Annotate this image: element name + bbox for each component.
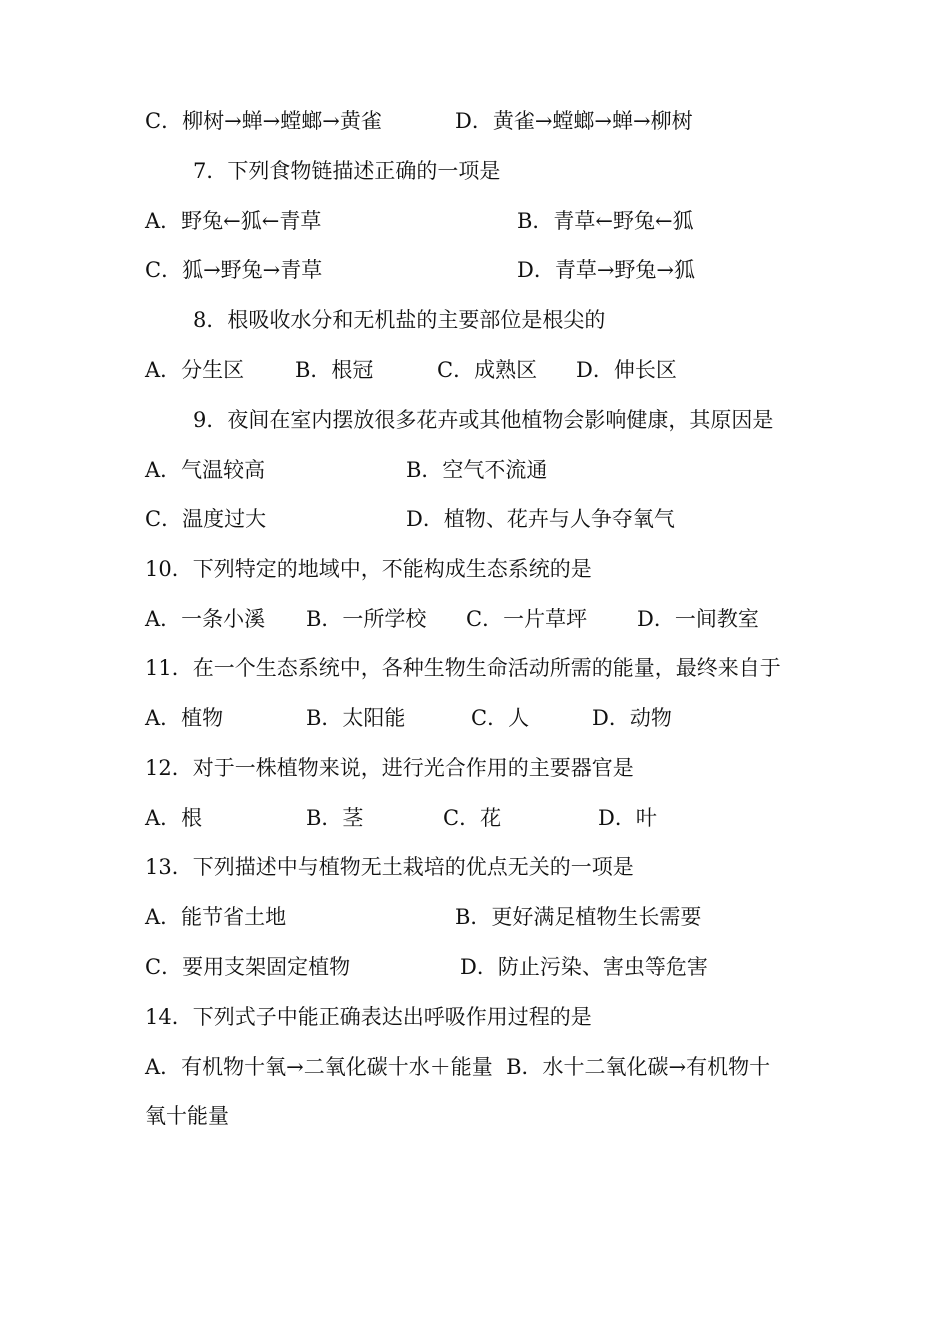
q11-option-a: A．植物 bbox=[145, 706, 224, 730]
q14-options-ab: A．有机物十氧→二氧化碳十水＋能量 B．水十二氧化碳→有机物十 bbox=[145, 1055, 771, 1079]
q9-option-a: A．气温较高 bbox=[145, 458, 266, 482]
q6-option-c: C．柳树→蝉→螳螂→黄雀 bbox=[145, 109, 382, 133]
q12-option-c: C．花 bbox=[443, 806, 502, 830]
q8-option-d: D．伸长区 bbox=[576, 358, 677, 382]
q14-stem: 14．下列式子中能正确表达出呼吸作用过程的是 bbox=[145, 1005, 592, 1029]
q11-option-b: B．太阳能 bbox=[306, 706, 406, 730]
q12-option-d: D．叶 bbox=[598, 806, 657, 830]
q9-option-b: B．空气不流通 bbox=[406, 458, 548, 482]
q12-stem: 12．对于一株植物来说，进行光合作用的主要器官是 bbox=[145, 756, 634, 780]
q13-option-c: C．要用支架固定植物 bbox=[145, 955, 351, 979]
q10-option-c: C．一片草坪 bbox=[466, 607, 588, 631]
q9-stem: 9．夜间在室内摆放很多花卉或其他植物会影响健康，其原因是 bbox=[193, 408, 774, 432]
q14-options-continuation: 氧十能量 bbox=[145, 1104, 229, 1128]
q11-stem: 11．在一个生态系统中，各种生物生命活动所需的能量，最终来自于 bbox=[145, 656, 781, 680]
q10-stem: 10．下列特定的地域中，不能构成生态系统的是 bbox=[145, 557, 592, 581]
q13-option-b: B．更好满足植物生长需要 bbox=[455, 905, 702, 929]
q9-option-c: C．温度过大 bbox=[145, 507, 267, 531]
q10-option-d: D．一间教室 bbox=[637, 607, 759, 631]
q11-option-d: D．动物 bbox=[592, 706, 672, 730]
q9-option-d: D．植物、花卉与人争夺氧气 bbox=[406, 507, 675, 531]
q10-option-a: A．一条小溪 bbox=[145, 607, 266, 631]
q7-option-c: C．狐→野兔→青草 bbox=[145, 258, 323, 282]
q7-option-d: D．青草→野兔→狐 bbox=[517, 258, 696, 282]
q7-option-b: B．青草←野兔←狐 bbox=[517, 209, 694, 233]
q12-option-a: A．根 bbox=[145, 806, 203, 830]
q8-stem: 8．根吸收水分和无机盐的主要部位是根尖的 bbox=[193, 308, 606, 332]
q8-option-c: C．成熟区 bbox=[437, 358, 538, 382]
q13-stem: 13．下列描述中与植物无土栽培的优点无关的一项是 bbox=[145, 855, 634, 879]
q13-option-d: D．防止污染、害虫等危害 bbox=[460, 955, 708, 979]
q12-option-b: B．茎 bbox=[306, 806, 364, 830]
q11-option-c: C．人 bbox=[471, 706, 530, 730]
q7-stem: 7．下列食物链描述正确的一项是 bbox=[193, 159, 501, 183]
q8-option-a: A．分生区 bbox=[145, 358, 245, 382]
q7-option-a: A．野兔←狐←青草 bbox=[145, 209, 322, 233]
q10-option-b: B．一所学校 bbox=[306, 607, 427, 631]
q8-option-b: B．根冠 bbox=[295, 358, 374, 382]
q6-option-d: D．黄雀→螳螂→蝉→柳树 bbox=[455, 109, 693, 133]
q13-option-a: A．能节省土地 bbox=[145, 905, 287, 929]
